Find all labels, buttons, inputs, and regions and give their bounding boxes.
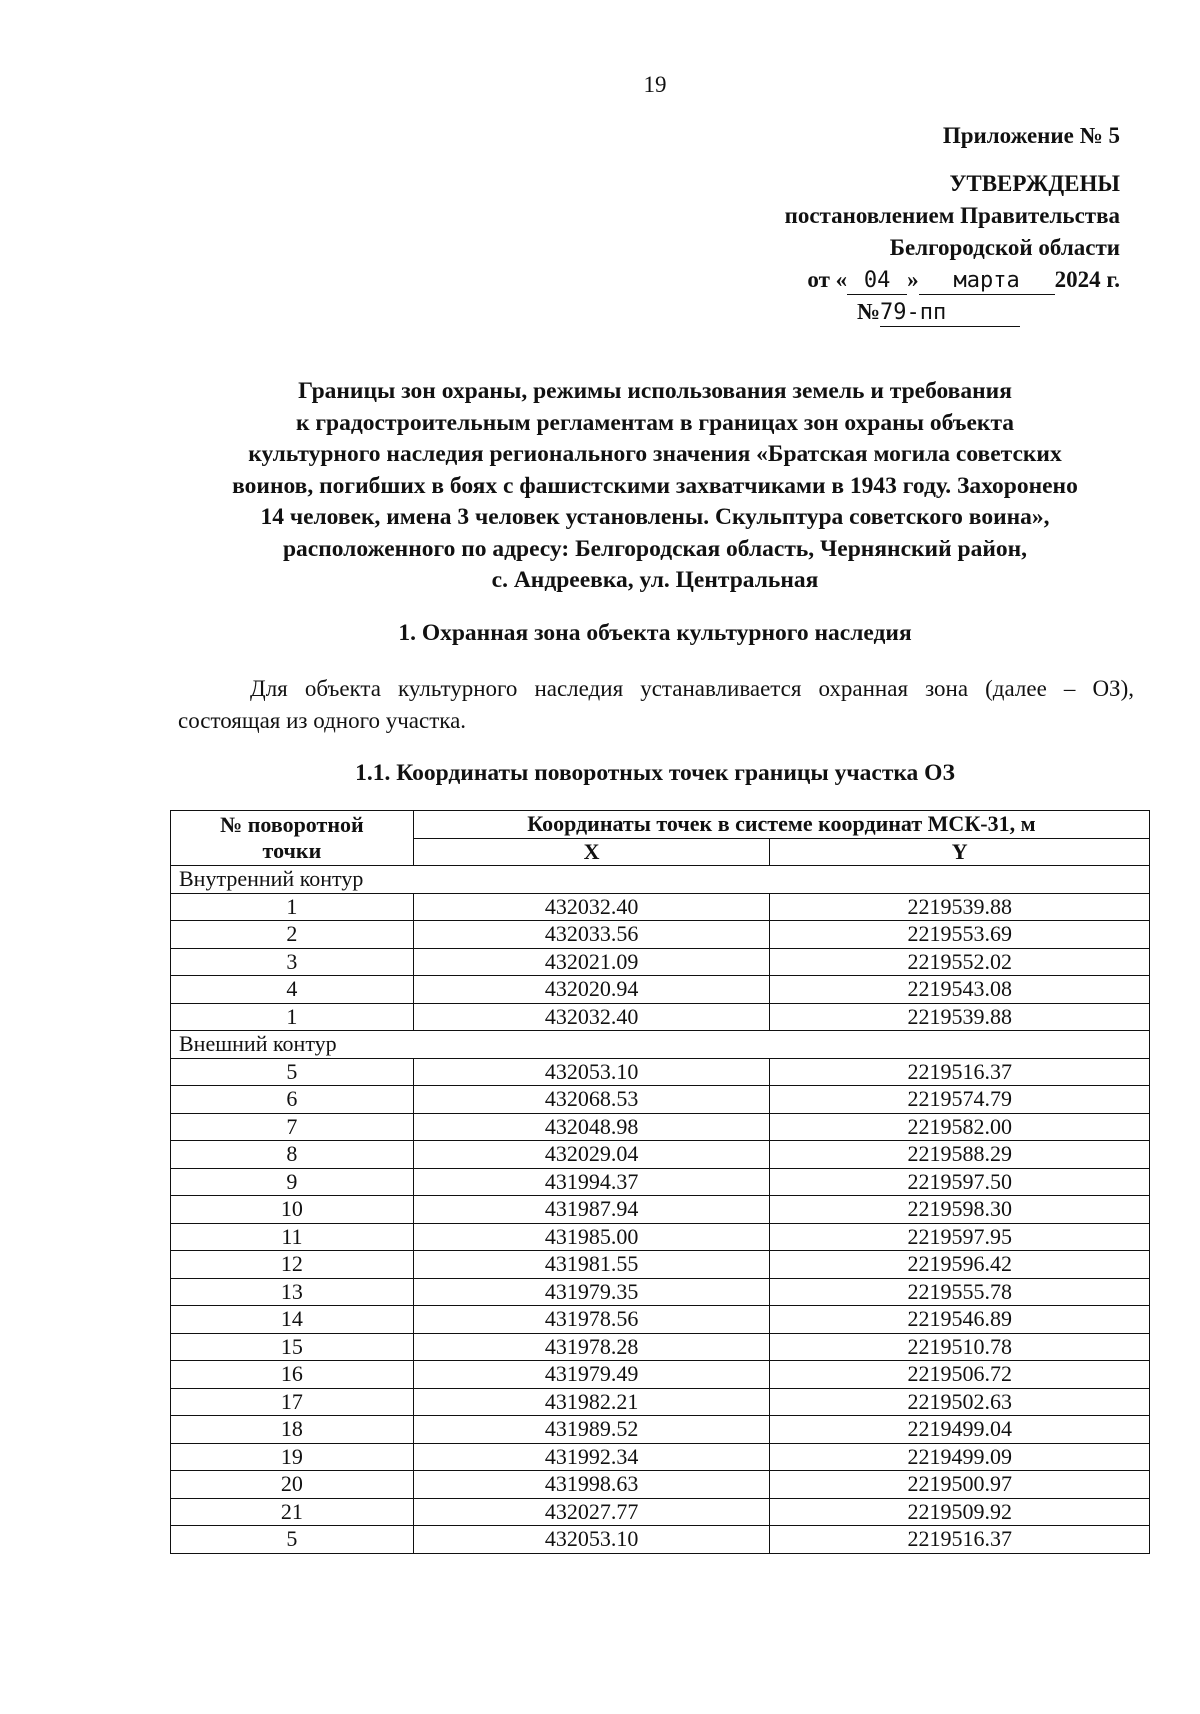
y-coordinate-cell: 2219506.72	[770, 1361, 1150, 1389]
date-mid: »	[907, 267, 919, 292]
title-line: расположенного по адресу: Белгородская область, Чернянский район,	[282, 535, 1028, 562]
subsection-1-1-heading: 1.1. Координаты поворотных точек границы участка ОЗ	[355, 760, 955, 786]
point-number-cell: 16	[171, 1361, 414, 1389]
point-number-cell: 3	[171, 948, 414, 976]
date-prefix: от «	[807, 267, 848, 292]
table-row	[171, 1223, 1150, 1251]
y-coordinate-cell: 2219509.92	[770, 1498, 1150, 1526]
table-row	[171, 948, 1150, 976]
table-row	[171, 1443, 1150, 1471]
header-y: Y	[770, 838, 1150, 866]
contour-section-row	[171, 866, 1150, 894]
page-number: 19	[643, 72, 667, 97]
x-coordinate-cell: 431979.49	[413, 1361, 770, 1389]
title-line: Границы зон охраны, режимы использования земель и требования	[298, 378, 1012, 404]
y-coordinate-cell: 2219502.63	[770, 1388, 1150, 1416]
x-coordinate-cell: 432032.40	[413, 893, 770, 921]
y-coordinate-cell: 2219516.37	[770, 1526, 1150, 1554]
x-coordinate-cell: 432048.98	[413, 1113, 770, 1141]
x-coordinate-cell: 431982.21	[413, 1388, 770, 1416]
point-number-cell: 10	[171, 1196, 414, 1224]
point-number-cell: 18	[171, 1416, 414, 1444]
y-coordinate-cell: 2219500.97	[770, 1471, 1150, 1499]
x-coordinate-cell: 431994.37	[413, 1168, 770, 1196]
table-row	[171, 1361, 1150, 1389]
document-title	[170, 376, 1140, 597]
x-coordinate-cell: 431987.94	[413, 1196, 770, 1224]
x-coordinate-cell: 432029.04	[413, 1141, 770, 1169]
point-number-cell: 14	[171, 1306, 414, 1334]
title-line: с. Андреевка, ул. Центральная	[491, 567, 819, 593]
point-number-cell: 2	[171, 921, 414, 949]
y-coordinate-cell: 2219552.02	[770, 948, 1150, 976]
x-coordinate-cell: 431989.52	[413, 1416, 770, 1444]
y-coordinate-cell: 2219597.95	[770, 1223, 1150, 1251]
header-x: X	[413, 838, 770, 866]
point-number-cell: 9	[171, 1168, 414, 1196]
appendix-label: Приложение № 5	[942, 123, 1120, 148]
header-point-line2: точки	[262, 838, 322, 863]
x-coordinate-cell: 432033.56	[413, 921, 770, 949]
header-coordinates: Координаты точек в системе координат МСК-31, м	[413, 811, 1149, 839]
table-row	[171, 1278, 1150, 1306]
x-coordinate-cell: 431992.34	[413, 1443, 770, 1471]
contour-label: Внутренний контур	[171, 866, 1150, 894]
y-coordinate-cell: 2219588.29	[770, 1141, 1150, 1169]
table-row	[171, 1306, 1150, 1334]
y-coordinate-cell: 2219574.79	[770, 1086, 1150, 1114]
table-row	[171, 1388, 1150, 1416]
table-row	[171, 1471, 1150, 1499]
approval-block	[680, 120, 1120, 328]
approved-by-line2: Белгородской области	[889, 235, 1120, 260]
x-coordinate-cell: 432020.94	[413, 976, 770, 1004]
y-coordinate-cell: 2219539.88	[770, 893, 1150, 921]
point-number-cell: 11	[171, 1223, 414, 1251]
y-coordinate-cell: 2219539.88	[770, 1003, 1150, 1031]
table-row	[171, 921, 1150, 949]
title-line: воинов, погибших в боях с фашистскими захватчиками в 1943 году. Захоронено	[232, 472, 1078, 499]
title-line: к градостроительным регламентам в границах зон охраны объекта	[295, 409, 1015, 436]
x-coordinate-cell: 432021.09	[413, 948, 770, 976]
y-coordinate-cell: 2219543.08	[770, 976, 1150, 1004]
date-month-field: марта	[919, 268, 1055, 295]
date-year: 2024 г.	[1054, 267, 1120, 292]
y-coordinate-cell: 2219499.04	[770, 1416, 1150, 1444]
y-coordinate-cell: 2219546.89	[770, 1306, 1150, 1334]
table-row	[171, 976, 1150, 1004]
table-row	[171, 1003, 1150, 1031]
intro-paragraph-text: Для объекта культурного наследия устанавливается охранная зона (далее – ОЗ), состоящая из одного участка.	[178, 676, 1134, 733]
point-number-cell: 6	[171, 1086, 414, 1114]
y-coordinate-cell: 2219582.00	[770, 1113, 1150, 1141]
x-coordinate-cell: 431981.55	[413, 1251, 770, 1279]
y-coordinate-cell: 2219553.69	[770, 921, 1150, 949]
x-coordinate-cell: 432032.40	[413, 1003, 770, 1031]
point-number-cell: 4	[171, 976, 414, 1004]
y-coordinate-cell: 2219597.50	[770, 1168, 1150, 1196]
x-coordinate-cell: 432053.10	[413, 1058, 770, 1086]
y-coordinate-cell: 2219516.37	[770, 1058, 1150, 1086]
table-row	[171, 1498, 1150, 1526]
approved-label: УТВЕРЖДЕНЫ	[949, 171, 1120, 196]
point-number-cell: 20	[171, 1471, 414, 1499]
point-number-cell: 7	[171, 1113, 414, 1141]
y-coordinate-cell: 2219555.78	[770, 1278, 1150, 1306]
date-day-field: 04	[847, 268, 907, 295]
table-row	[171, 1086, 1150, 1114]
point-number-cell: 13	[171, 1278, 414, 1306]
point-number-cell: 17	[171, 1388, 414, 1416]
table-row	[171, 1251, 1150, 1279]
point-number-cell: 5	[171, 1058, 414, 1086]
contour-label: Внешний контур	[171, 1031, 1150, 1059]
contour-section-row	[171, 1031, 1150, 1059]
table-row	[171, 1113, 1150, 1141]
approved-by-line1: постановлением Правительства	[784, 203, 1120, 228]
point-number-cell: 5	[171, 1526, 414, 1554]
y-coordinate-cell: 2219596.42	[770, 1251, 1150, 1279]
x-coordinate-cell: 431998.63	[413, 1471, 770, 1499]
coordinates-table-body	[171, 866, 1150, 1554]
section-1-heading: 1. Охранная зона объекта культурного наследия	[398, 620, 912, 646]
x-coordinate-cell: 431978.56	[413, 1306, 770, 1334]
table-row	[171, 1196, 1150, 1224]
title-line: 14 человек, имена 3 человек установлены. Скульптура советского воина»,	[260, 504, 1050, 530]
number-field: 79-пп	[880, 300, 1020, 327]
table-row	[171, 1141, 1150, 1169]
title-line: культурного наследия регионального значения «Братская могила советских	[248, 441, 1062, 467]
y-coordinate-cell: 2219598.30	[770, 1196, 1150, 1224]
point-number-cell: 8	[171, 1141, 414, 1169]
point-number-cell: 21	[171, 1498, 414, 1526]
x-coordinate-cell: 432053.10	[413, 1526, 770, 1554]
x-coordinate-cell: 431978.28	[413, 1333, 770, 1361]
point-number-cell: 12	[171, 1251, 414, 1279]
point-number-cell: 19	[171, 1443, 414, 1471]
x-coordinate-cell: 431979.35	[413, 1278, 770, 1306]
table-row	[171, 893, 1150, 921]
approval-date	[680, 264, 1120, 296]
x-coordinate-cell: 432027.77	[413, 1498, 770, 1526]
intro-paragraph	[178, 673, 1134, 737]
x-coordinate-cell: 432068.53	[413, 1086, 770, 1114]
point-number-cell: 1	[171, 1003, 414, 1031]
table-row	[171, 1058, 1150, 1086]
header-point-line1: № поворотной	[220, 812, 364, 837]
table-row	[171, 1526, 1150, 1554]
table-row	[171, 1416, 1150, 1444]
table-row	[171, 1168, 1150, 1196]
point-number-cell: 15	[171, 1333, 414, 1361]
approval-number	[680, 296, 1120, 328]
x-coordinate-cell: 431985.00	[413, 1223, 770, 1251]
y-coordinate-cell: 2219510.78	[770, 1333, 1150, 1361]
number-prefix: №	[856, 299, 880, 324]
header-point-number	[171, 811, 414, 866]
coordinates-table	[170, 810, 1150, 1554]
point-number-cell: 1	[171, 893, 414, 921]
table-row	[171, 1333, 1150, 1361]
y-coordinate-cell: 2219499.09	[770, 1443, 1150, 1471]
